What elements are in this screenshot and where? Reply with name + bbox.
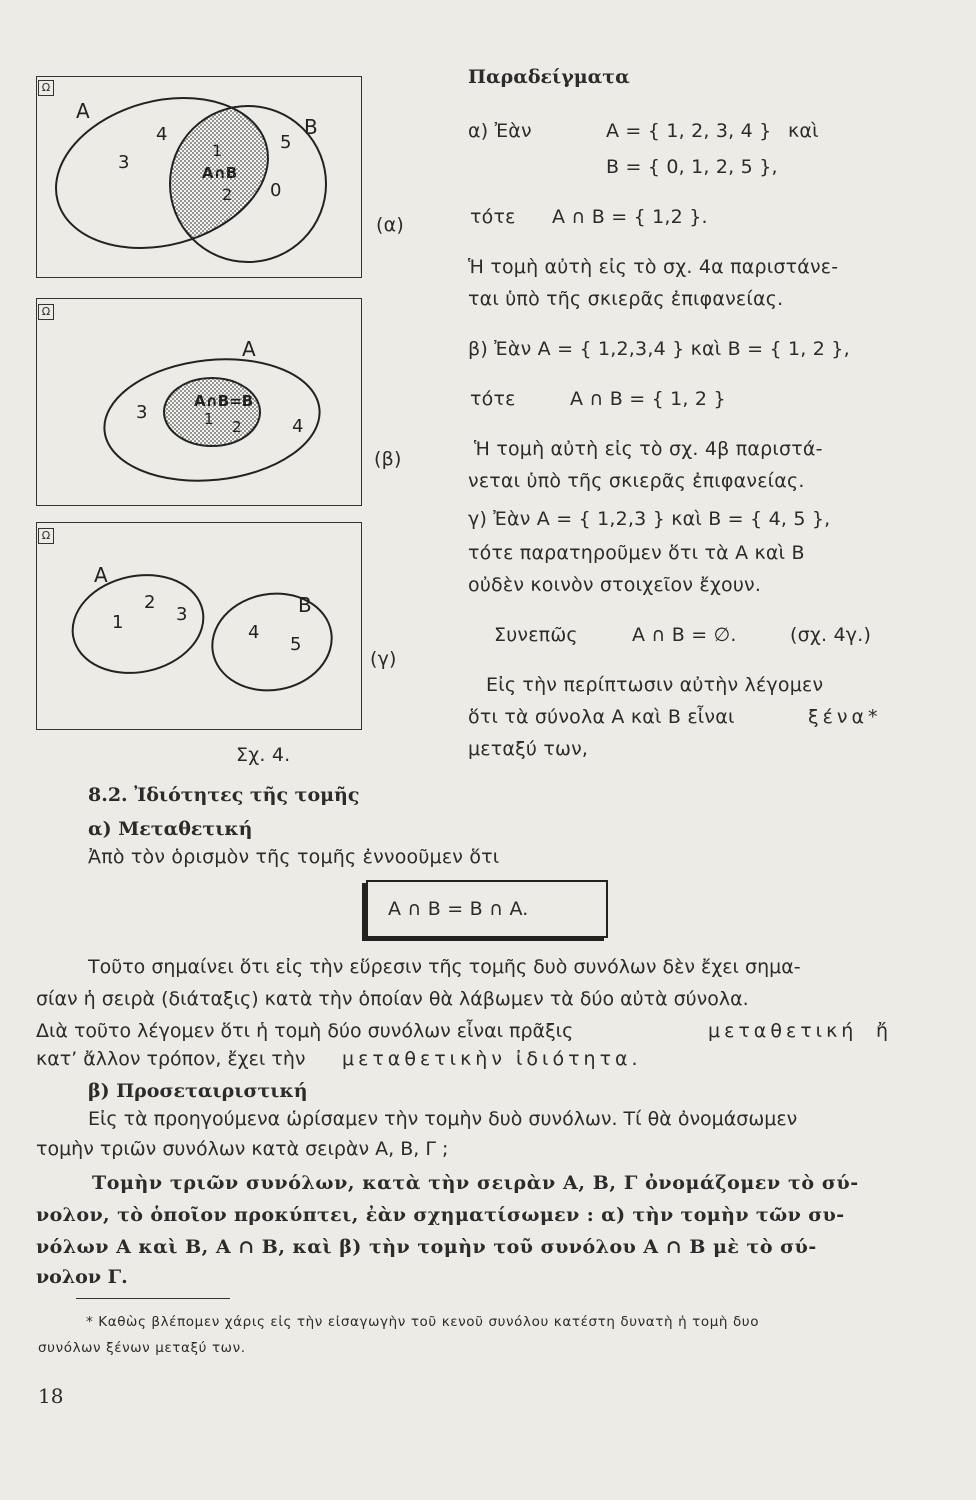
formula: A ∩ B = B ∩ A. xyxy=(388,898,529,920)
figure-gamma-universe-label: Ω xyxy=(38,528,54,544)
figure-gamma-set-a-ellipse xyxy=(63,563,212,684)
figure-alpha-intersection-label: A∩B xyxy=(202,164,238,182)
figure-beta-element: 4 xyxy=(292,416,304,437)
figure-gamma-diagram xyxy=(36,522,360,728)
example-c-note-line2-pre: ὅτι τὰ σύνολα A καὶ B εἶναι xyxy=(468,706,735,728)
para2-line1: Εἰς τὰ προηγούμενα ὡρίσαμεν τὴν τομὴν δυὸ συνόλων. Τί θὰ ὀνομάσωμεν xyxy=(88,1108,798,1130)
example-b-result: A ∩ B = { 1, 2 } xyxy=(570,388,726,410)
figure-gamma-set-b-label: B xyxy=(298,593,312,617)
footnote-divider xyxy=(76,1298,230,1299)
example-a-set-b: B = { 0, 1, 2, 5 }, xyxy=(606,156,778,178)
para1-line2: σίαν ἡ σειρὰ (διάταξις) κατὰ τὴν ὁποίαν θὰ λάβωμεν τὰ δύο αὐτὰ σύνολα. xyxy=(36,988,749,1010)
figure-beta-caption: (β) xyxy=(374,448,402,470)
figure-beta-universe-label: Ω xyxy=(38,304,54,320)
example-a-and: καὶ xyxy=(788,120,819,142)
example-c-line3: οὐδὲν κοινὸν στοιχεῖον ἔχουν. xyxy=(468,574,762,596)
example-b-then: τότε xyxy=(470,388,516,410)
figure-alpha-set-b-label: B xyxy=(304,115,318,139)
example-c-note-line2-spaced: ξένα* xyxy=(808,706,882,728)
example-c-result: A ∩ B = ∅. xyxy=(632,624,737,646)
figure-gamma-set-b-ellipse xyxy=(205,584,340,699)
para1-line4-spaced: μεταθετικὴν ἰδιότητα. xyxy=(342,1048,642,1070)
example-c-note-line3: μεταξύ των, xyxy=(468,738,589,760)
figure-alpha-element: 4 xyxy=(156,124,168,145)
example-a-label: α) Ἐὰν xyxy=(468,120,532,142)
figure-alpha-element: 3 xyxy=(118,152,130,173)
page-number: 18 xyxy=(38,1384,64,1408)
figure-beta-intersection-label: A∩B=B xyxy=(194,392,254,410)
example-b-line1: β) Ἐὰν A = { 1,2,3,4 } καὶ B = { 1, 2 }, xyxy=(468,338,850,360)
figure-beta-set-a-label: A xyxy=(242,337,256,361)
definition-line3: νόλων A καὶ B, A ∩ B, καὶ β) τὴν τομὴν τοῦ συνόλου A ∩ B μὲ τὸ σύ- xyxy=(36,1236,817,1258)
figure-gamma-element: 5 xyxy=(290,634,302,655)
example-b-note-line1: Ἡ τομὴ αὐτὴ εἰς τὸ σχ. 4β παριστά- xyxy=(474,438,823,460)
section-title: 8.2. Ἰδιότητες τῆς τομῆς xyxy=(88,784,360,806)
figure-gamma-element: 2 xyxy=(144,592,156,613)
figure-alpha-caption: (α) xyxy=(376,214,404,236)
example-c-consequently: Συνεπῶς xyxy=(494,624,578,646)
figure-alpha-universe-label: Ω xyxy=(38,80,54,96)
section-sub-a: α) Μεταθετική xyxy=(88,818,253,840)
example-c-line1: γ) Ἐὰν A = { 1,2,3 } καὶ B = { 4, 5 }, xyxy=(468,508,831,530)
example-c-ref: (σχ. 4γ.) xyxy=(790,624,872,646)
figure-alpha-set-a-label: A xyxy=(76,99,90,123)
figure-gamma-element: 4 xyxy=(248,622,260,643)
example-a-then: τότε xyxy=(470,206,516,228)
figure-beta-element: 2 xyxy=(232,418,242,436)
figure-gamma-set-a-label: A xyxy=(94,563,108,587)
example-a-result: A ∩ B = { 1,2 }. xyxy=(552,206,708,228)
figure-gamma-element: 3 xyxy=(176,604,188,625)
figure-alpha-element: 1 xyxy=(212,141,223,160)
example-a-note-line2: ται ὑπὸ τῆς σκιερᾶς ἐπιφανείας. xyxy=(468,288,784,310)
figure-gamma-caption: (γ) xyxy=(370,648,397,670)
figure-alpha-element: 0 xyxy=(270,180,282,201)
figure-beta-diagram xyxy=(36,298,360,504)
definition-line2: νολον, τὸ ὁποῖον προκύπτει, ἐὰν σχηματίσωμεν : α) τὴν τομὴν τῶν συ- xyxy=(36,1204,845,1226)
section-intro: Ἀπὸ τὸν ὁρισμὸν τῆς τομῆς ἐννοοῦμεν ὅτι xyxy=(88,846,500,868)
example-a-set-a: A = { 1, 2, 3, 4 } xyxy=(606,120,772,142)
example-c-line2: τότε παρατηροῦμεν ὅτι τὰ A καὶ B xyxy=(468,542,805,564)
figure-label: Σχ. 4. xyxy=(236,744,291,766)
figure-alpha-element: 5 xyxy=(280,132,292,153)
definition-line4: νολον Γ. xyxy=(36,1266,128,1288)
footnote-line1: * Καθὼς βλέπομεν χάρις εἰς τὴν εἰσαγωγὴν τοῦ κενοῦ συνόλου κατέστη δυνατὴ ἡ τομὴ δυο xyxy=(86,1314,760,1330)
example-b-note-line2: νεται ὑπὸ τῆς σκιερᾶς ἐπιφανείας. xyxy=(468,470,805,492)
example-a-note-line1: Ἡ τομὴ αὐτὴ εἰς τὸ σχ. 4α παριστάνε- xyxy=(468,256,839,278)
figure-gamma-element: 1 xyxy=(112,612,124,633)
example-c-note-line1: Εἰς τὴν περίπτωσιν αὐτὴν λέγομεν xyxy=(486,674,824,696)
figure-beta-element: 1 xyxy=(204,410,214,428)
footnote-line2: συνόλων ξένων μεταξύ των. xyxy=(38,1340,246,1356)
figure-beta-element: 3 xyxy=(136,402,148,423)
para2-line2: τομὴν τριῶν συνόλων κατὰ σειρὰν A, B, Γ ; xyxy=(36,1138,449,1160)
para1-line3-pre: Διὰ τοῦτο λέγομεν ὅτι ἡ τομὴ δύο συνόλων εἶναι πρᾶξις xyxy=(36,1020,574,1042)
para1-line3-spaced: μεταθετική xyxy=(708,1020,858,1042)
figure-alpha-diagram xyxy=(36,76,360,276)
para1-line1: Τοῦτο σημαίνει ὅτι εἰς τὴν εὕρεσιν τῆς τομῆς δυὸ συνόλων δὲν ἔχει σημα- xyxy=(88,956,801,978)
para1-line3-post: ἤ xyxy=(876,1020,889,1042)
para1-line4-pre: κατ’ ἄλλον τρόπον, ἔχει τὴν xyxy=(36,1048,306,1070)
figure-alpha-element: 2 xyxy=(222,185,233,204)
section-sub-b: β) Προσεταιριστική xyxy=(88,1080,308,1102)
definition-line1: Τομὴν τριῶν συνόλων, κατὰ τὴν σειρὰν A, B, Γ ὀνομάζομεν τὸ σύ- xyxy=(92,1172,859,1194)
examples-heading: Παραδείγματα xyxy=(468,66,630,88)
